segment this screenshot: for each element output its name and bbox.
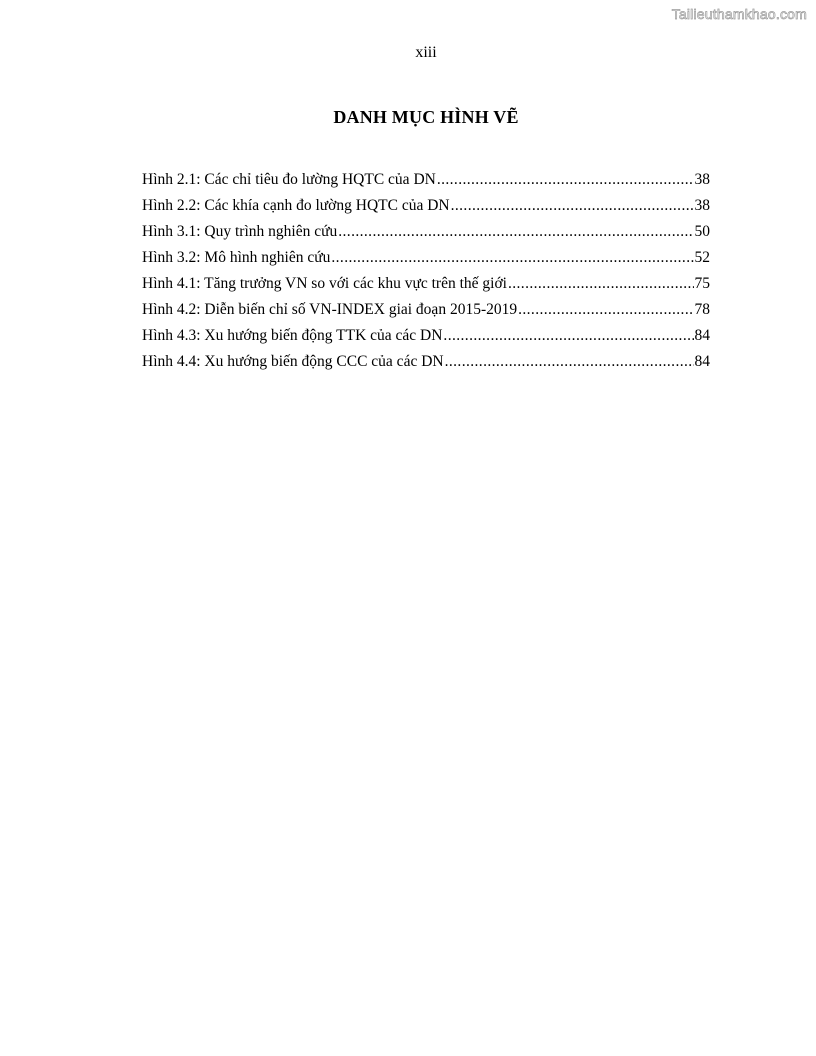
page-number: xiii	[415, 44, 437, 61]
figure-caption: Hình 3.1: Quy trình nghiên cứu	[142, 223, 338, 240]
figure-list-item	[142, 300, 710, 326]
figure-caption: Hình 3.2: Mô hình nghiên cứu	[142, 249, 331, 266]
figure-page-number: 78	[694, 301, 710, 318]
figure-page-number: 52	[694, 249, 710, 266]
figure-caption: Hình 2.2: Các khía cạnh đo lường HQTC của DN	[142, 197, 450, 214]
watermark-text: Tailieuthamkhao.com	[671, 6, 807, 22]
dot-leader	[437, 170, 694, 190]
figure-list-item	[142, 222, 710, 248]
figure-caption: Hình 2.1: Các chỉ tiêu đo lường HQTC của DN	[142, 171, 436, 188]
figure-list-item	[142, 326, 710, 352]
figure-list-item	[142, 248, 710, 274]
figure-caption: Hình 4.1: Tăng trưởng VN so với các khu vực trên thế giới	[142, 275, 507, 292]
figure-page-number: 50	[694, 223, 710, 240]
figure-caption: Hình 4.2: Diễn biến chỉ số VN-INDEX giai đoạn 2015-2019	[142, 301, 518, 318]
dot-leader	[508, 274, 694, 294]
dot-leader	[445, 352, 694, 372]
figure-list	[142, 170, 710, 378]
figure-page-number: 84	[694, 327, 710, 344]
page-title: DANH MỤC HÌNH VẼ	[333, 107, 519, 127]
figure-list-item	[142, 196, 710, 222]
figure-page-number: 38	[694, 171, 710, 188]
figure-list-item	[142, 352, 710, 378]
figure-page-number: 38	[694, 197, 710, 214]
figure-list-item	[142, 170, 710, 196]
figure-page-number: 84	[694, 353, 710, 370]
dot-leader	[331, 248, 693, 268]
figure-list-item	[142, 274, 710, 300]
figure-caption: Hình 4.3: Xu hướng biến động TTK của các DN	[142, 327, 443, 344]
dot-leader	[518, 300, 693, 320]
figure-caption: Hình 4.4: Xu hướng biến động CCC của các DN	[142, 353, 444, 370]
figure-page-number: 75	[694, 275, 710, 292]
dot-leader	[451, 196, 694, 216]
dot-leader	[338, 222, 693, 242]
dot-leader	[443, 326, 693, 346]
